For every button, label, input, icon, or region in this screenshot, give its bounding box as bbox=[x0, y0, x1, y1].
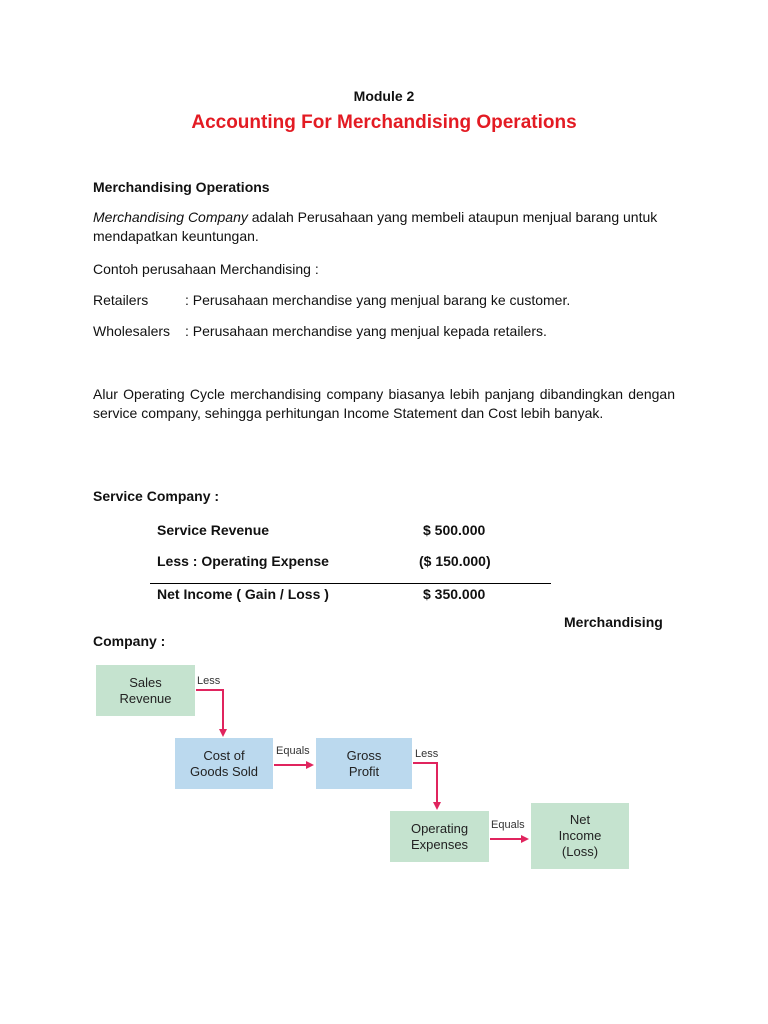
gross-profit-box: Gross Profit bbox=[316, 738, 412, 789]
company-heading: Company : bbox=[93, 633, 166, 649]
merchandising-heading: Merchandising bbox=[564, 614, 663, 630]
operating-expense-label: Less : Operating Expense bbox=[157, 553, 329, 569]
service-revenue-value: $ 500.000 bbox=[423, 522, 486, 538]
cogs-box: Cost of Goods Sold bbox=[175, 738, 273, 789]
less-arrow-2 bbox=[413, 763, 437, 808]
equals-label-1: Equals bbox=[276, 745, 310, 757]
sales-revenue-box: Sales Revenue bbox=[96, 665, 195, 716]
net-income-value: $ 350.000 bbox=[423, 586, 486, 602]
section-heading: Merchandising Operations bbox=[93, 179, 270, 195]
wholesalers-text: : Perusahaan merchandise yang menjual kepada retailers. bbox=[185, 323, 547, 339]
definition-term: Merchandising Company bbox=[93, 209, 248, 225]
page-title: Accounting For Merchandising Operations bbox=[191, 112, 577, 133]
retailers-label: Retailers bbox=[93, 292, 149, 308]
net-income-label: Net Income ( Gain / Loss ) bbox=[157, 586, 329, 602]
module-label: Module 2 bbox=[353, 88, 415, 104]
less-arrow-1 bbox=[196, 690, 223, 735]
operating-expenses-box: Operating Expenses bbox=[390, 811, 489, 862]
examples-intro: Contoh perusahaan Merchandising : bbox=[93, 261, 319, 277]
operating-expense-value: ($ 150.000) bbox=[419, 553, 491, 569]
service-revenue-label: Service Revenue bbox=[157, 522, 270, 538]
wholesalers-label: Wholesalers bbox=[93, 323, 171, 339]
operating-cycle-paragraph: Alur Operating Cycle merchandising company biasanya lebih panjang dibandingkan dengan service company, sehingga perhitungan Income Statement dan Cost lebih banyak. bbox=[93, 386, 675, 421]
service-company-heading: Service Company : bbox=[93, 488, 220, 504]
net-income-box: Net Income (Loss) bbox=[531, 803, 629, 869]
less-label-2: Less bbox=[415, 748, 439, 760]
less-label-1: Less bbox=[197, 675, 221, 687]
equals-label-2: Equals bbox=[491, 819, 525, 831]
retailers-text: : Perusahaan merchandise yang menjual barang ke customer. bbox=[185, 292, 571, 308]
definition-text: adalah Perusahaan yang membeli ataupun menjual barang untuk mendapatkan keuntungan. bbox=[93, 209, 658, 244]
